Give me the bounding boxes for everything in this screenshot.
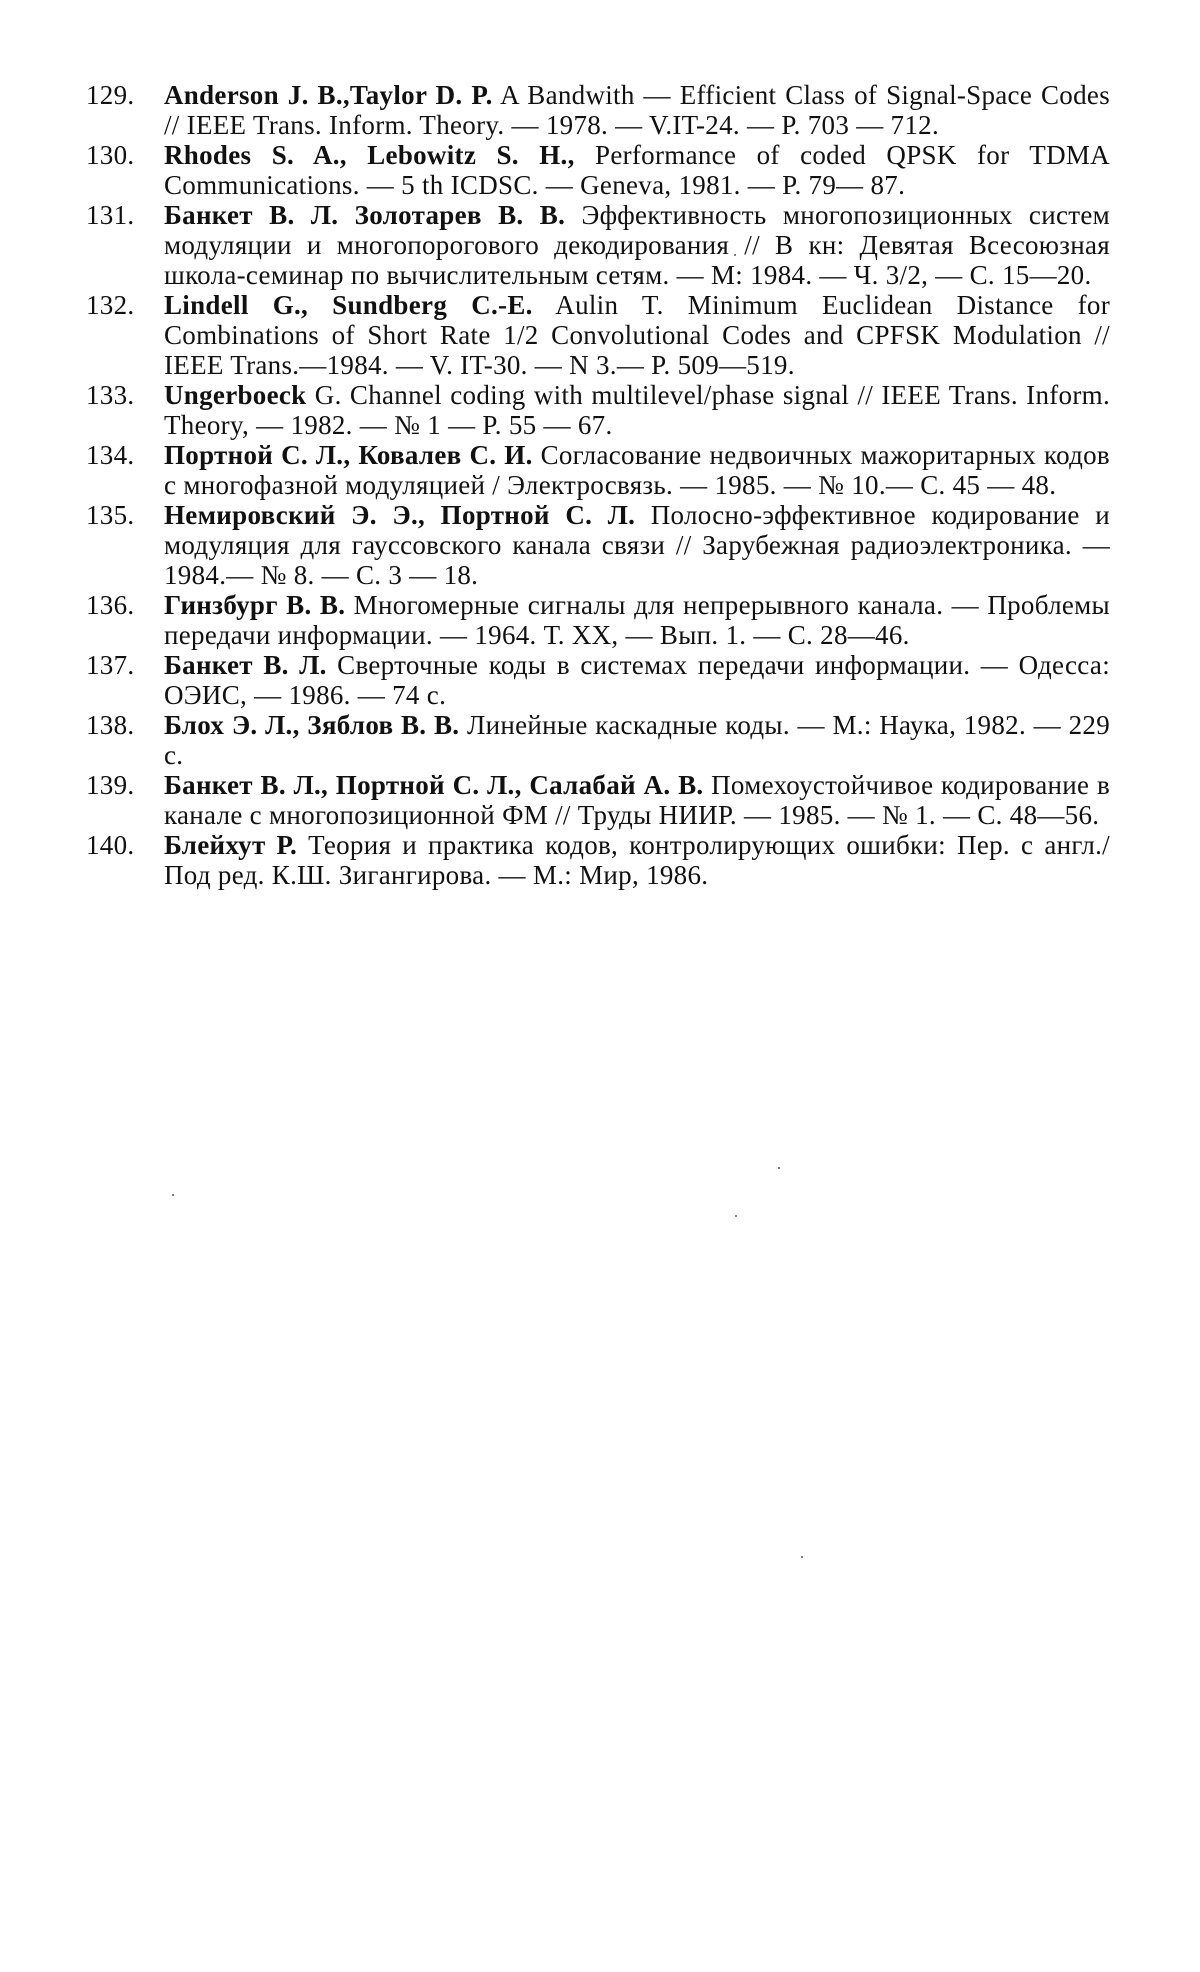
reference-authors: Блейхут Р. [164,830,297,860]
reference-number: 131. [86,200,160,230]
reference-text: Теория и практика кодов, контролирующих ошибки: Пер. с англ./Под ред. К.Ш. Зигангирова. — М.: Мир, 1986. [164,830,1110,890]
reference-authors: Портной С. Л., Ковалев С. И. [164,440,533,470]
reference-text: Согласование недвоичных мажоритарных кодов с многофазной модуляцией / Электросвязь. — 1985. — № 10.— С. 45 — 48. [164,440,1110,500]
scan-speck [172,1194,174,1196]
reference-authors: Блох Э. Л., Зяблов В. В. [164,710,459,740]
reference-text: Многомерные сигналы для непрерывного канала. — Проблемы передачи информации. — 1964. Т. XX, — Вып. 1. — С. 28—46. [164,590,1110,650]
reference-authors: Гинзбург В. В. [164,590,345,620]
reference-text: A Bandwith — Efficient Class of Signal-Space Codes // IEEE Trans. Inform. Theory. — 1978. — V.IT-24. — P. 703 — 712. [164,80,1110,140]
reference-list [86,80,1110,890]
reference-item-140 [86,830,1110,890]
reference-item-130 [86,140,1110,200]
reference-number: 134. [86,440,160,470]
reference-number: 138. [86,710,160,740]
reference-item-136 [86,590,1110,650]
page [0,0,1200,1972]
reference-number: 133. [86,380,160,410]
reference-authors: Банкет В. Л. Золотарев В. В. [164,200,565,230]
reference-text: Performance of coded QPSK for TDMA Communications. — 5 th ICDSC. — Geneva, 1981. — P. 79— 87. [164,140,1110,200]
reference-number: 135. [86,500,160,530]
reference-item-138 [86,710,1110,770]
reference-number: 129. [86,80,160,110]
reference-authors: Lindell G., Sundberg C.-E. [164,290,533,320]
reference-number: 136. [86,590,160,620]
reference-authors: Банкет В. Л., Портной С. Л., Салабай А. В. [164,770,703,800]
scan-speck [801,1556,803,1558]
reference-item-137 [86,650,1110,710]
reference-item-131 [86,200,1110,290]
reference-number: 132. [86,290,160,320]
scan-speck [735,1215,737,1217]
reference-item-134 [86,440,1110,500]
reference-item-129 [86,80,1110,140]
reference-authors: Немировский Э. Э., Портной С. Л. [164,500,635,530]
reference-authors: Ungerboeck [164,380,306,410]
reference-number: 137. [86,650,160,680]
reference-text: Aulin T. Minimum Euclidean Distance for Combinations of Short Rate 1/2 Convolutional Codes and CPFSK Modulation // IEEE Trans.—1984. — V. IT-30. — N 3.— P. 509—519. [164,290,1110,380]
reference-text: Помехоустойчивое кодирование в канале с многопозиционной ФМ // Труды НИИР. — 1985. — № 1. — С. 48—56. [164,770,1110,830]
reference-text: Полосно-эффективное кодирование и модуляция для гауссовского канала связи // Зарубежная радиоэлектроника. — 1984.— № 8. — С. 3 — 18. [164,500,1110,590]
reference-number: 140. [86,830,160,860]
reference-item-132 [86,290,1110,380]
reference-authors: Rhodes S. A., Lebowitz S. H., [164,140,575,170]
reference-text: Сверточные коды в системах передачи информации. — Одесса: ОЭИС, — 1986. — 74 с. [164,650,1110,710]
reference-text: Линейные каскадные коды. — М.: Наука, 1982. — 229 с. [164,710,1110,770]
reference-item-139 [86,770,1110,830]
reference-item-135 [86,500,1110,590]
scan-speck [778,1167,780,1169]
scan-speck [734,254,736,256]
reference-text: G. Channel coding with multilevel/phase signal // IEEE Trans. Inform. Theory, — 1982. — № 1 — P. 55 — 67. [164,380,1110,440]
reference-authors: Банкет В. Л. [164,650,327,680]
reference-number: 139. [86,770,160,800]
reference-number: 130. [86,140,160,170]
reference-authors: Anderson J. B.,Taylor D. P. [164,80,493,110]
reference-text: Эффективность многопозиционных систем модуляции и многопорогового декодирования // В кн: Девятая Всесоюзная школа-семинар по вычислительным сетям. — М: 1984. — Ч. 3/2, — С. 15—20. [164,200,1110,290]
reference-item-133 [86,380,1110,440]
